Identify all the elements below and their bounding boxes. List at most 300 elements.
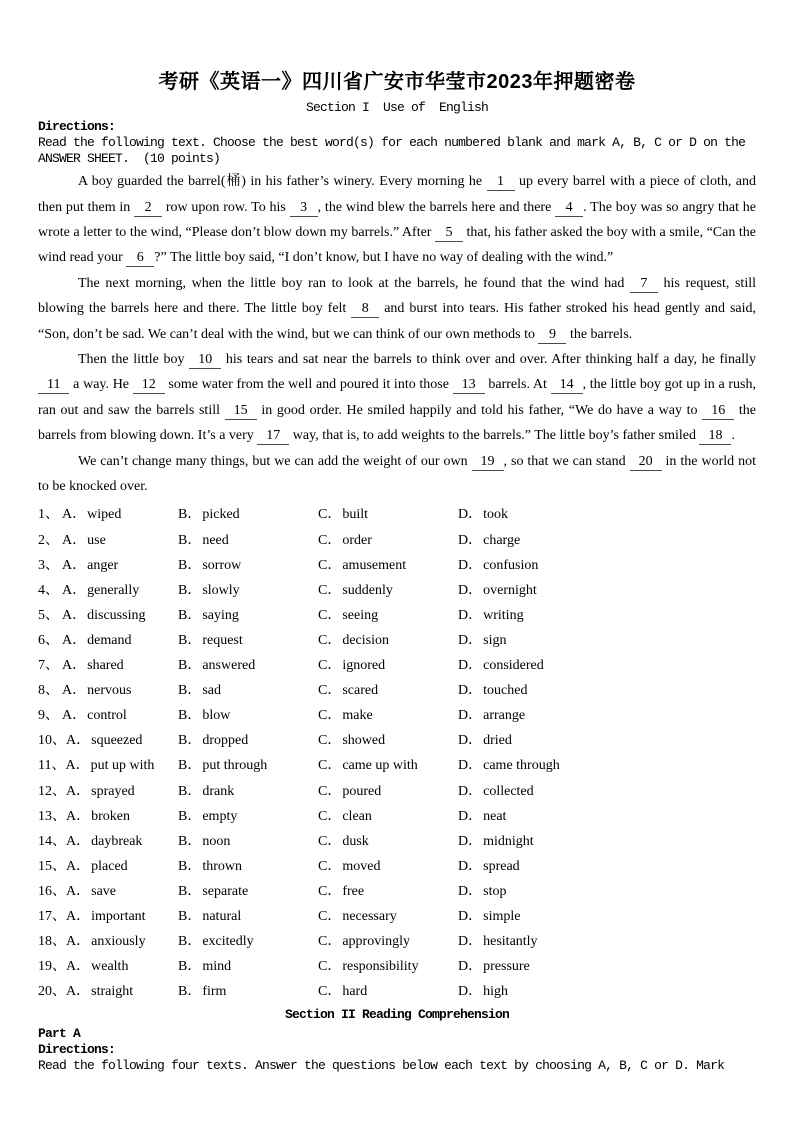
option-letter: B． xyxy=(178,808,202,824)
option-b xyxy=(178,854,318,879)
option-text: pressure xyxy=(483,959,530,975)
option-letter: C． xyxy=(318,507,342,523)
cloze-blank-10: 10 xyxy=(189,352,221,369)
option-text: overnight xyxy=(483,582,537,598)
section1-heading: Section I Use of English xyxy=(305,100,489,115)
cloze-blank-20: 20 xyxy=(630,454,662,471)
option-text: wealth xyxy=(91,959,129,975)
option-text: midnight xyxy=(483,833,534,849)
option-letter: C． xyxy=(318,934,342,950)
option-text: empty xyxy=(202,808,238,824)
cloze-blank-16: 16 xyxy=(702,403,734,420)
cloze-blank-3: 3 xyxy=(290,200,318,217)
option-letter: D． xyxy=(458,783,483,799)
option-text: showed xyxy=(342,733,386,749)
option-letter: D． xyxy=(458,858,483,874)
option-text: sign xyxy=(483,632,507,648)
option-a xyxy=(38,578,178,603)
option-letter: C． xyxy=(318,632,342,648)
option-text: amusement xyxy=(342,557,407,573)
option-letter: B． xyxy=(178,783,202,799)
question-number: 3、 xyxy=(38,557,59,573)
cloze-blank-9: 9 xyxy=(538,327,566,344)
option-c xyxy=(318,703,458,728)
option-text: collected xyxy=(483,783,534,799)
option-a xyxy=(38,628,178,653)
option-text: stop xyxy=(483,883,507,899)
option-a xyxy=(38,979,178,1004)
option-letter: C． xyxy=(318,808,342,824)
option-letter: A． xyxy=(62,683,87,699)
option-text: answered xyxy=(202,658,256,674)
option-letter: B． xyxy=(178,607,202,623)
option-text: use xyxy=(87,532,106,548)
option-a xyxy=(38,779,178,804)
option-letter: D． xyxy=(458,708,483,724)
option-b xyxy=(178,603,318,628)
question-number: 8、 xyxy=(38,683,59,699)
option-text: nervous xyxy=(87,683,132,699)
question-row xyxy=(38,879,756,904)
option-text: hard xyxy=(342,984,368,1000)
option-text: came up with xyxy=(342,758,418,774)
option-d xyxy=(458,528,756,553)
option-d xyxy=(458,678,756,703)
option-letter: A． xyxy=(66,833,91,849)
option-letter: A． xyxy=(66,858,91,874)
part-a-label: Part A xyxy=(38,1026,81,1042)
option-d xyxy=(458,929,756,954)
question-row xyxy=(38,502,756,527)
question-number: 13、 xyxy=(38,808,66,824)
option-letter: D． xyxy=(458,883,483,899)
option-c xyxy=(318,728,458,753)
option-b xyxy=(178,703,318,728)
cloze-blank-19: 19 xyxy=(472,454,504,471)
option-text: generally xyxy=(87,582,140,598)
option-letter: B． xyxy=(178,708,202,724)
option-text: dusk xyxy=(342,833,369,849)
option-c xyxy=(318,904,458,929)
cloze-blank-5: 5 xyxy=(435,225,463,242)
option-text: order xyxy=(342,532,372,548)
option-c xyxy=(318,528,458,553)
option-text: anxiously xyxy=(91,934,146,950)
option-text: picked xyxy=(202,507,240,523)
option-letter: A． xyxy=(66,984,91,1000)
option-d xyxy=(458,502,756,527)
option-letter: C． xyxy=(318,883,342,899)
option-letter: B． xyxy=(178,858,202,874)
option-a xyxy=(38,753,178,778)
question-row xyxy=(38,703,756,728)
option-d xyxy=(458,854,756,879)
option-text: mind xyxy=(202,959,232,975)
option-b xyxy=(178,628,318,653)
page-title: 考研《英语一》四川省广安市华莹市2023年押题密卷 xyxy=(158,71,636,93)
option-b xyxy=(178,528,318,553)
question-row xyxy=(38,628,756,653)
option-d xyxy=(458,628,756,653)
option-letter: B． xyxy=(178,632,202,648)
cloze-blank-8: 8 xyxy=(351,301,379,318)
question-row xyxy=(38,904,756,929)
question-row xyxy=(38,954,756,979)
option-text: sad xyxy=(202,683,222,699)
option-d xyxy=(458,979,756,1004)
option-letter: C． xyxy=(318,557,342,573)
cloze-blank-15: 15 xyxy=(225,403,257,420)
option-text: important xyxy=(91,908,146,924)
option-d xyxy=(458,954,756,979)
option-d xyxy=(458,703,756,728)
option-text: arrange xyxy=(483,708,526,724)
option-letter: D． xyxy=(458,908,483,924)
option-text: sorrow xyxy=(202,557,242,573)
option-letter: A． xyxy=(62,658,87,674)
option-letter: C． xyxy=(318,532,342,548)
question-list xyxy=(38,502,756,1004)
option-a xyxy=(38,854,178,879)
question-row xyxy=(38,578,756,603)
question-row xyxy=(38,753,756,778)
question-row xyxy=(38,553,756,578)
option-letter: C． xyxy=(318,658,342,674)
question-row xyxy=(38,603,756,628)
question-number: 15、 xyxy=(38,858,66,874)
option-letter: B． xyxy=(178,658,202,674)
option-letter: B． xyxy=(178,959,202,975)
option-text: save xyxy=(91,883,117,899)
option-text: considered xyxy=(483,658,544,674)
option-text: put up with xyxy=(90,758,155,774)
option-letter: B． xyxy=(178,833,202,849)
option-d xyxy=(458,779,756,804)
option-b xyxy=(178,954,318,979)
option-b xyxy=(178,979,318,1004)
option-c xyxy=(318,502,458,527)
option-text: spread xyxy=(483,858,520,874)
option-letter: A． xyxy=(62,708,87,724)
option-letter: D． xyxy=(458,808,483,824)
option-letter: B． xyxy=(178,733,202,749)
question-number: 20、 xyxy=(38,984,66,1000)
option-text: ignored xyxy=(342,658,386,674)
cloze-blank-1: 1 xyxy=(487,174,515,191)
option-d xyxy=(458,753,756,778)
option-letter: C． xyxy=(318,758,342,774)
option-text: anger xyxy=(87,557,119,573)
option-text: saying xyxy=(202,607,239,623)
question-row xyxy=(38,829,756,854)
option-d xyxy=(458,904,756,929)
option-c xyxy=(318,929,458,954)
option-text: blow xyxy=(202,708,231,724)
option-a xyxy=(38,528,178,553)
question-row xyxy=(38,854,756,879)
option-d xyxy=(458,653,756,678)
question-row xyxy=(38,728,756,753)
option-a xyxy=(38,653,178,678)
option-text: poured xyxy=(342,783,382,799)
option-d xyxy=(458,879,756,904)
option-text: wiped xyxy=(87,507,122,523)
option-a xyxy=(38,603,178,628)
option-letter: B． xyxy=(178,683,202,699)
option-c xyxy=(318,854,458,879)
question-row xyxy=(38,528,756,553)
option-text: took xyxy=(483,507,509,523)
question-number: 5、 xyxy=(38,607,59,623)
option-text: neat xyxy=(483,808,507,824)
option-a xyxy=(38,954,178,979)
option-letter: C． xyxy=(318,858,342,874)
question-number: 7、 xyxy=(38,658,59,674)
option-text: decision xyxy=(342,632,389,648)
question-row xyxy=(38,653,756,678)
option-text: slowly xyxy=(202,582,240,598)
option-text: separate xyxy=(202,883,249,899)
option-b xyxy=(178,753,318,778)
option-letter: D． xyxy=(458,934,483,950)
option-letter: D． xyxy=(458,758,483,774)
option-letter: D． xyxy=(458,984,483,1000)
option-c xyxy=(318,979,458,1004)
option-b xyxy=(178,929,318,954)
option-b xyxy=(178,879,318,904)
option-letter: C． xyxy=(318,733,342,749)
option-text: shared xyxy=(87,658,124,674)
passage-paragraph: A boy guarded the barrel(桶) in his father’s winery. Every morning he 1 up every barrel with a piece of cloth, and then put them in 2 row upon row. To his 3 , the wind blew the barrels here and there 4 . The boy was so angry that he wrote a letter to the wind, “Please don’t blow down my barrels.” After 5 that, his father asked the boy with a smile, “Can the wind read your 6 ?” The little boy said, “I don’t know, but I have no way of dealing with the wind.” xyxy=(38,174,756,266)
question-number: 14、 xyxy=(38,833,66,849)
option-text: approvingly xyxy=(342,934,410,950)
option-text: excitedly xyxy=(202,934,254,950)
option-b xyxy=(178,904,318,929)
option-a xyxy=(38,829,178,854)
option-text: charge xyxy=(483,532,521,548)
option-letter: D． xyxy=(458,632,483,648)
option-text: writing xyxy=(483,607,524,623)
cloze-blank-7: 7 xyxy=(630,276,658,293)
option-letter: A． xyxy=(66,883,91,899)
section1-directions-label: Directions: xyxy=(38,119,116,134)
option-text: discussing xyxy=(87,607,146,623)
option-text: straight xyxy=(91,984,134,1000)
cloze-blank-4: 4 xyxy=(555,200,583,217)
option-letter: C． xyxy=(318,833,342,849)
option-text: noon xyxy=(202,833,231,849)
option-text: clean xyxy=(342,808,372,824)
option-letter: A． xyxy=(66,959,91,975)
option-c xyxy=(318,804,458,829)
cloze-blank-14: 14 xyxy=(551,377,583,394)
option-text: seeing xyxy=(342,607,379,623)
option-text: moved xyxy=(342,858,381,874)
section2-block xyxy=(38,1006,756,1074)
option-b xyxy=(178,829,318,854)
option-c xyxy=(318,553,458,578)
option-letter: A． xyxy=(66,783,91,799)
option-a xyxy=(38,502,178,527)
cloze-blank-17: 17 xyxy=(257,428,289,445)
option-letter: A． xyxy=(62,582,87,598)
option-letter: D． xyxy=(458,959,483,975)
option-a xyxy=(38,553,178,578)
option-letter: C． xyxy=(318,683,342,699)
option-b xyxy=(178,578,318,603)
option-c xyxy=(318,954,458,979)
cloze-blank-18: 18 xyxy=(699,428,731,445)
question-row xyxy=(38,929,756,954)
option-d xyxy=(458,804,756,829)
question-row xyxy=(38,804,756,829)
option-letter: C． xyxy=(318,908,342,924)
option-d xyxy=(458,829,756,854)
question-row xyxy=(38,678,756,703)
question-number: 6、 xyxy=(38,632,59,648)
option-text: high xyxy=(483,984,509,1000)
option-text: dropped xyxy=(202,733,249,749)
option-d xyxy=(458,553,756,578)
passage-paragraph: We can’t change many things, but we can add the weight of our own 19 , so that we can stand 20 in the world not to be knocked over. xyxy=(38,453,756,495)
option-c xyxy=(318,779,458,804)
option-c xyxy=(318,829,458,854)
option-letter: A． xyxy=(62,607,87,623)
option-letter: B． xyxy=(178,582,202,598)
cloze-blank-13: 13 xyxy=(453,377,485,394)
option-letter: A． xyxy=(66,733,91,749)
option-text: responsibility xyxy=(342,959,419,975)
question-number: 16、 xyxy=(38,883,66,899)
question-number: 1、 xyxy=(38,507,59,523)
option-text: drank xyxy=(202,783,235,799)
question-number: 10、 xyxy=(38,733,66,749)
option-c xyxy=(318,628,458,653)
option-text: daybreak xyxy=(91,833,143,849)
cloze-blank-6: 6 xyxy=(126,250,154,267)
option-c xyxy=(318,653,458,678)
option-letter: D． xyxy=(458,683,483,699)
option-text: dried xyxy=(483,733,512,749)
question-number: 19、 xyxy=(38,959,66,975)
question-number: 2、 xyxy=(38,532,59,548)
question-number: 17、 xyxy=(38,908,66,924)
option-text: simple xyxy=(483,908,521,924)
option-b xyxy=(178,804,318,829)
option-text: free xyxy=(342,883,365,899)
option-text: confusion xyxy=(483,557,539,573)
option-c xyxy=(318,578,458,603)
option-letter: C． xyxy=(318,708,342,724)
option-letter: B． xyxy=(178,557,202,573)
question-row xyxy=(38,779,756,804)
option-letter: C． xyxy=(318,582,342,598)
question-number: 4、 xyxy=(38,582,59,598)
option-letter: A． xyxy=(62,532,87,548)
option-letter: A． xyxy=(62,557,87,573)
option-letter: A． xyxy=(62,632,87,648)
option-text: broken xyxy=(91,808,131,824)
question-number: 12、 xyxy=(38,783,66,799)
cloze-blank-12: 12 xyxy=(133,377,165,394)
option-text: touched xyxy=(483,683,528,699)
question-row xyxy=(38,979,756,1004)
option-letter: D． xyxy=(458,557,483,573)
option-d xyxy=(458,578,756,603)
option-b xyxy=(178,502,318,527)
option-letter: D． xyxy=(458,582,483,598)
option-c xyxy=(318,753,458,778)
option-letter: A． xyxy=(62,507,87,523)
option-text: came through xyxy=(483,758,560,774)
option-a xyxy=(38,879,178,904)
option-b xyxy=(178,728,318,753)
option-letter: D． xyxy=(458,833,483,849)
option-letter: C． xyxy=(318,984,342,1000)
option-b xyxy=(178,678,318,703)
option-a xyxy=(38,804,178,829)
section2-directions-label: Directions: xyxy=(38,1042,116,1058)
question-number: 11、 xyxy=(38,758,66,774)
option-letter: B． xyxy=(178,532,202,548)
option-text: demand xyxy=(87,632,132,648)
option-letter: B． xyxy=(178,883,202,899)
option-text: put through xyxy=(202,758,268,774)
option-letter: D． xyxy=(458,532,483,548)
option-letter: D． xyxy=(458,507,483,523)
option-a xyxy=(38,703,178,728)
option-b xyxy=(178,653,318,678)
option-letter: A． xyxy=(66,808,91,824)
option-text: need xyxy=(202,532,229,548)
option-text: control xyxy=(87,708,127,724)
option-a xyxy=(38,678,178,703)
option-letter: C． xyxy=(318,959,342,975)
option-b xyxy=(178,779,318,804)
option-letter: C． xyxy=(318,607,342,623)
section2-directions-text: Read the following four texts. Answer the questions below each text by choosing A, B, C or D. Mark xyxy=(38,1058,725,1074)
option-text: squeezed xyxy=(91,733,143,749)
option-letter: B． xyxy=(178,507,202,523)
option-text: placed xyxy=(91,858,128,874)
option-d xyxy=(458,603,756,628)
option-letter: D． xyxy=(458,658,483,674)
option-text: make xyxy=(342,708,373,724)
option-c xyxy=(318,678,458,703)
passage-paragraph: Then the little boy 10 his tears and sat near the barrels to think over and over. After thinking half a day, he finally 11 a way. He 12 some water from the well and poured it into those 13 barrels. At 14 , the little boy got up in a rush, ran out and saw the barrels still 15 in good order. He smiled happily and told his father, “We do have a way to 16 the barrels from blowing down. It’s a very 17 way, that is, to add weights to the barrels.” The little boy’s father smiled 18 . xyxy=(38,352,757,444)
question-number: 18、 xyxy=(38,934,66,950)
option-letter: D． xyxy=(458,607,483,623)
option-letter: C． xyxy=(318,783,342,799)
option-a xyxy=(38,929,178,954)
option-letter: D． xyxy=(458,733,483,749)
cloze-blank-11: 11 xyxy=(38,377,69,394)
option-letter: B． xyxy=(178,934,202,950)
option-c xyxy=(318,879,458,904)
option-a xyxy=(38,904,178,929)
question-number: 9、 xyxy=(38,708,59,724)
option-text: thrown xyxy=(202,858,243,874)
option-letter: A． xyxy=(66,908,91,924)
option-text: scared xyxy=(342,683,379,699)
option-text: request xyxy=(202,632,243,648)
option-text: built xyxy=(342,507,369,523)
option-letter: B． xyxy=(178,758,202,774)
section2-heading: Section II Reading Comprehension xyxy=(284,1007,510,1023)
option-text: natural xyxy=(202,908,242,924)
option-letter: A． xyxy=(66,934,91,950)
option-b xyxy=(178,553,318,578)
